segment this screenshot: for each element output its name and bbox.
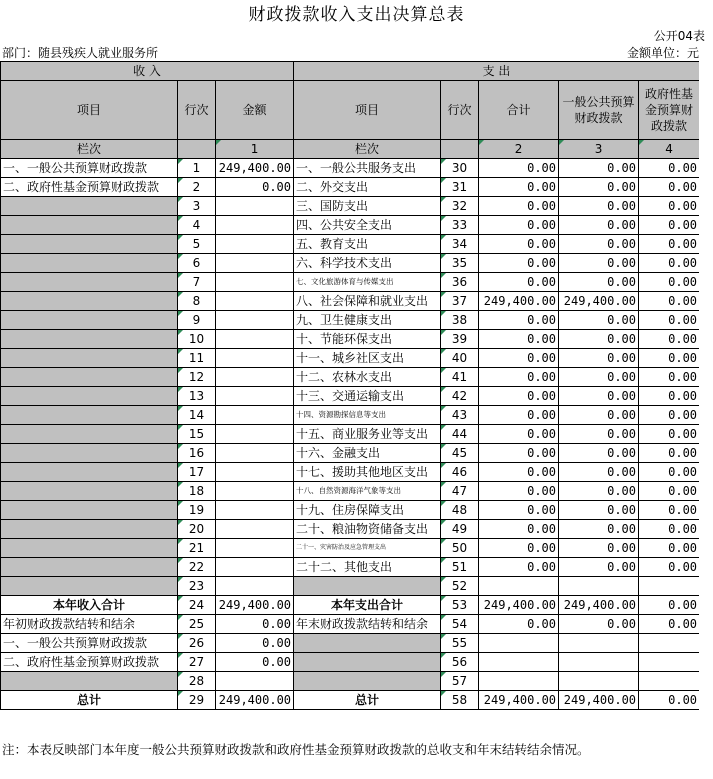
income-line-cell[interactable]: 20 <box>178 520 216 539</box>
general-budget-cell[interactable]: 0.00 <box>559 425 639 444</box>
gov-fund-cell[interactable]: 0.00 <box>639 596 700 615</box>
gov-fund-cell[interactable]: 0.00 <box>639 444 700 463</box>
expense-item-cell[interactable]: 十六、金融支出 <box>294 444 441 463</box>
income-column-label[interactable]: 栏次 <box>1 140 178 159</box>
income-item-cell[interactable] <box>1 387 178 406</box>
expense-total-cell[interactable]: 249,400.00 <box>479 596 559 615</box>
expense-total-cell[interactable]: 0.00 <box>479 501 559 520</box>
expense-line-cell[interactable]: 56 <box>441 653 479 672</box>
income-line-cell[interactable]: 29 <box>178 691 216 710</box>
expense-item-cell[interactable]: 十七、援助其他地区支出 <box>294 463 441 482</box>
income-line-cell[interactable]: 18 <box>178 482 216 501</box>
expense-total-cell[interactable]: 0.00 <box>479 254 559 273</box>
table-row <box>1 634 700 653</box>
column-number-2[interactable]: 2 <box>479 140 559 159</box>
gov-fund-cell[interactable]: 0.00 <box>639 501 700 520</box>
expense-total-cell[interactable]: 0.00 <box>479 273 559 292</box>
income-amount-cell[interactable] <box>216 406 294 425</box>
footnote: 注：本表反映部门本年度一般公共预算财政拨款和政府性基金预算财政拨款的总收支和年末结转结余情况。 <box>2 742 590 757</box>
income-item-cell[interactable] <box>1 577 178 596</box>
table-row <box>1 387 700 406</box>
expense-total-cell[interactable] <box>479 634 559 653</box>
general-budget-cell[interactable]: 0.00 <box>559 216 639 235</box>
expense-line-cell[interactable]: 37 <box>441 292 479 311</box>
income-line-cell[interactable]: 9 <box>178 311 216 330</box>
expense-total-cell[interactable]: 0.00 <box>479 368 559 387</box>
expense-line-cell[interactable]: 55 <box>441 634 479 653</box>
expense-line-cell[interactable]: 49 <box>441 520 479 539</box>
income-item-cell[interactable] <box>1 482 178 501</box>
expense-total-cell[interactable]: 0.00 <box>479 159 559 178</box>
table-row <box>1 615 700 634</box>
income-amount-cell[interactable] <box>216 463 294 482</box>
gov-fund-cell[interactable]: 0.00 <box>639 292 700 311</box>
income-item-cell[interactable] <box>1 292 178 311</box>
expense-total-cell[interactable]: 0.00 <box>479 197 559 216</box>
income-amount-cell[interactable] <box>216 254 294 273</box>
income-amount-cell[interactable]: 249,400.00 <box>216 691 294 710</box>
expense-total-cell[interactable]: 0.00 <box>479 425 559 444</box>
income-item-header[interactable]: 项目 <box>1 81 178 140</box>
gov-fund-cell[interactable]: 0.00 <box>639 615 700 634</box>
department-label: 部门：随县残疾人就业服务所 <box>2 46 159 60</box>
general-budget-cell[interactable]: 0.00 <box>559 444 639 463</box>
expense-line-cell[interactable]: 41 <box>441 368 479 387</box>
income-line-cell[interactable]: 11 <box>178 349 216 368</box>
expense-total-cell[interactable] <box>479 653 559 672</box>
expense-line-cell[interactable]: 42 <box>441 387 479 406</box>
table-row <box>1 501 700 520</box>
income-amount-cell[interactable] <box>216 520 294 539</box>
general-budget-cell[interactable]: 0.00 <box>559 387 639 406</box>
income-item-cell[interactable] <box>1 520 178 539</box>
general-budget-cell[interactable]: 249,400.00 <box>559 691 639 710</box>
expense-line-cell[interactable]: 51 <box>441 558 479 577</box>
expense-item-cell[interactable] <box>294 672 441 691</box>
budget-table <box>0 61 700 710</box>
income-line-cell[interactable]: 5 <box>178 235 216 254</box>
income-item-cell[interactable] <box>1 311 178 330</box>
income-item-cell[interactable] <box>1 444 178 463</box>
expense-line-cell[interactable]: 58 <box>441 691 479 710</box>
table-row <box>1 273 700 292</box>
expense-total-cell[interactable]: 0.00 <box>479 216 559 235</box>
income-line-cell[interactable]: 26 <box>178 634 216 653</box>
gov-fund-header[interactable]: 政府性基金预算财政拨款 <box>639 81 700 140</box>
expense-item-cell[interactable]: 二十二、其他支出 <box>294 558 441 577</box>
income-item-cell[interactable]: 二、政府性基金预算财政拨款 <box>1 653 178 672</box>
general-budget-cell[interactable]: 0.00 <box>559 520 639 539</box>
gov-fund-cell[interactable] <box>639 653 700 672</box>
gov-fund-cell[interactable]: 0.00 <box>639 311 700 330</box>
general-budget-cell[interactable] <box>559 577 639 596</box>
income-amount-cell[interactable]: 249,400.00 <box>216 159 294 178</box>
income-line-cell[interactable]: 8 <box>178 292 216 311</box>
income-amount-cell[interactable] <box>216 330 294 349</box>
gov-fund-cell[interactable]: 0.00 <box>639 197 700 216</box>
income-line-cell[interactable]: 10 <box>178 330 216 349</box>
income-line-cell[interactable]: 17 <box>178 463 216 482</box>
expense-line-cell[interactable]: 57 <box>441 672 479 691</box>
gov-fund-cell[interactable]: 0.00 <box>639 539 700 558</box>
expense-line-cell[interactable]: 43 <box>441 406 479 425</box>
gov-fund-cell[interactable]: 0.00 <box>639 273 700 292</box>
gov-fund-cell[interactable]: 0.00 <box>639 558 700 577</box>
table-row <box>1 672 700 691</box>
income-item-cell[interactable]: 本年收入合计 <box>1 596 178 615</box>
expense-line-cell[interactable]: 52 <box>441 577 479 596</box>
expense-total-cell[interactable]: 0.00 <box>479 387 559 406</box>
expense-item-cell[interactable]: 十八、自然资源海洋气象等支出 <box>294 482 441 501</box>
column-number-3[interactable]: 3 <box>559 140 639 159</box>
column-number-4[interactable]: 4 <box>639 140 700 159</box>
expense-item-cell[interactable]: 十五、商业服务业等支出 <box>294 425 441 444</box>
general-budget-cell[interactable]: 0.00 <box>559 197 639 216</box>
income-item-cell[interactable] <box>1 558 178 577</box>
expense-item-cell[interactable]: 十九、住房保障支出 <box>294 501 441 520</box>
income-line-cell[interactable]: 21 <box>178 539 216 558</box>
column-number-1[interactable]: 1 <box>216 140 294 159</box>
general-budget-cell[interactable]: 0.00 <box>559 463 639 482</box>
expense-total-header[interactable]: 合计 <box>479 81 559 140</box>
expense-total-cell[interactable]: 0.00 <box>479 406 559 425</box>
income-item-cell[interactable] <box>1 539 178 558</box>
income-amount-cell[interactable]: 0.00 <box>216 653 294 672</box>
general-budget-cell[interactable]: 0.00 <box>559 178 639 197</box>
expense-item-cell[interactable]: 八、社会保障和就业支出 <box>294 292 441 311</box>
general-budget-cell[interactable] <box>559 653 639 672</box>
expense-total-cell[interactable] <box>479 672 559 691</box>
expense-total-cell[interactable]: 0.00 <box>479 520 559 539</box>
expense-item-cell[interactable]: 十三、交通运输支出 <box>294 387 441 406</box>
income-amount-cell[interactable] <box>216 197 294 216</box>
general-budget-cell[interactable]: 0.00 <box>559 330 639 349</box>
expense-line-cell[interactable]: 38 <box>441 311 479 330</box>
expense-item-cell[interactable]: 五、教育支出 <box>294 235 441 254</box>
expense-item-cell[interactable]: 年末财政拨款结转和结余 <box>294 615 441 634</box>
income-item-cell[interactable] <box>1 425 178 444</box>
income-line-cell[interactable]: 1 <box>178 159 216 178</box>
expense-total-cell[interactable]: 0.00 <box>479 444 559 463</box>
table-row <box>1 482 700 501</box>
income-amount-cell[interactable] <box>216 425 294 444</box>
gov-fund-cell[interactable]: 0.00 <box>639 387 700 406</box>
income-line-cell[interactable]: 25 <box>178 615 216 634</box>
income-item-cell[interactable] <box>1 330 178 349</box>
expense-item-header[interactable]: 项目 <box>294 81 441 140</box>
general-budget-cell[interactable]: 0.00 <box>559 159 639 178</box>
income-line-cell[interactable]: 23 <box>178 577 216 596</box>
income-line-cell[interactable]: 27 <box>178 653 216 672</box>
gov-fund-cell[interactable]: 0.00 <box>639 178 700 197</box>
expense-total-cell[interactable]: 249,400.00 <box>479 292 559 311</box>
expense-line-cell[interactable]: 36 <box>441 273 479 292</box>
income-line-cell[interactable]: 4 <box>178 216 216 235</box>
income-item-cell[interactable] <box>1 273 178 292</box>
sheet-gutter <box>699 61 713 741</box>
income-header[interactable]: 收 入 <box>1 62 294 81</box>
income-amount-cell[interactable] <box>216 558 294 577</box>
general-budget-cell[interactable]: 0.00 <box>559 368 639 387</box>
expense-item-cell[interactable]: 七、文化旅游体育与传媒支出 <box>294 273 441 292</box>
general-budget-cell[interactable]: 0.00 <box>559 254 639 273</box>
gov-fund-cell[interactable]: 0.00 <box>639 159 700 178</box>
table-row <box>1 349 700 368</box>
gov-fund-cell[interactable]: 0.00 <box>639 330 700 349</box>
income-amount-cell[interactable]: 0.00 <box>216 615 294 634</box>
gov-fund-cell[interactable]: 0.00 <box>639 216 700 235</box>
expense-item-cell[interactable]: 本年支出合计 <box>294 596 441 615</box>
table-row <box>1 216 700 235</box>
expense-item-cell[interactable]: 二、外交支出 <box>294 178 441 197</box>
table-row <box>1 292 700 311</box>
general-budget-cell[interactable]: 0.00 <box>559 406 639 425</box>
general-budget-cell[interactable]: 0.00 <box>559 501 639 520</box>
income-item-cell[interactable] <box>1 463 178 482</box>
general-budget-cell[interactable]: 0.00 <box>559 235 639 254</box>
expense-total-cell[interactable] <box>479 577 559 596</box>
income-amount-cell[interactable] <box>216 539 294 558</box>
income-item-cell[interactable]: 年初财政拨款结转和结余 <box>1 615 178 634</box>
expense-total-cell[interactable]: 0.00 <box>479 235 559 254</box>
expense-item-cell[interactable]: 六、科学技术支出 <box>294 254 441 273</box>
table-row <box>1 406 700 425</box>
income-amount-cell[interactable] <box>216 577 294 596</box>
expense-line-cell[interactable]: 33 <box>441 216 479 235</box>
expense-line-cell[interactable]: 45 <box>441 444 479 463</box>
expense-line-cell[interactable]: 39 <box>441 330 479 349</box>
expense-item-cell[interactable] <box>294 634 441 653</box>
income-amount-cell[interactable] <box>216 292 294 311</box>
gov-fund-cell[interactable]: 0.00 <box>639 463 700 482</box>
expense-item-cell[interactable]: 十、节能环保支出 <box>294 330 441 349</box>
expense-line-cell[interactable]: 44 <box>441 425 479 444</box>
general-budget-cell[interactable]: 249,400.00 <box>559 596 639 615</box>
expense-line-cell[interactable]: 50 <box>441 539 479 558</box>
expense-item-cell[interactable]: 一、一般公共服务支出 <box>294 159 441 178</box>
income-item-cell[interactable]: 一、一般公共预算财政拨款 <box>1 634 178 653</box>
table-row <box>1 254 700 273</box>
general-budget-cell[interactable]: 0.00 <box>559 558 639 577</box>
expense-line-cell[interactable]: 53 <box>441 596 479 615</box>
expense-item-cell[interactable]: 十四、资源勘探信息等支出 <box>294 406 441 425</box>
income-amount-cell[interactable] <box>216 349 294 368</box>
income-amount-cell[interactable] <box>216 311 294 330</box>
income-amount-cell[interactable] <box>216 216 294 235</box>
gov-fund-cell[interactable]: 0.00 <box>639 406 700 425</box>
income-line-cell[interactable]: 12 <box>178 368 216 387</box>
income-column-line[interactable] <box>178 140 216 159</box>
income-amount-cell[interactable]: 249,400.00 <box>216 596 294 615</box>
gov-fund-cell[interactable] <box>639 577 700 596</box>
income-item-cell[interactable] <box>1 197 178 216</box>
expense-total-cell[interactable]: 0.00 <box>479 330 559 349</box>
income-line-cell[interactable]: 13 <box>178 387 216 406</box>
income-line-cell[interactable]: 22 <box>178 558 216 577</box>
income-item-cell[interactable] <box>1 368 178 387</box>
general-budget-header[interactable]: 一般公共预算财政拨款 <box>559 81 639 140</box>
expense-total-cell[interactable]: 0.00 <box>479 311 559 330</box>
expense-item-cell[interactable]: 九、卫生健康支出 <box>294 311 441 330</box>
expense-total-cell[interactable]: 0.00 <box>479 539 559 558</box>
income-item-cell[interactable]: 一、一般公共预算财政拨款 <box>1 159 178 178</box>
table-row <box>1 235 700 254</box>
gov-fund-cell[interactable]: 0.00 <box>639 691 700 710</box>
expense-line-cell[interactable]: 46 <box>441 463 479 482</box>
income-line-cell[interactable]: 19 <box>178 501 216 520</box>
expense-line-cell[interactable]: 47 <box>441 482 479 501</box>
expense-line-cell[interactable]: 48 <box>441 501 479 520</box>
income-item-cell[interactable] <box>1 501 178 520</box>
gov-fund-cell[interactable]: 0.00 <box>639 520 700 539</box>
income-item-cell[interactable]: 二、政府性基金预算财政拨款 <box>1 178 178 197</box>
gov-fund-cell[interactable]: 0.00 <box>639 425 700 444</box>
expense-total-cell[interactable]: 0.00 <box>479 178 559 197</box>
table-row <box>1 368 700 387</box>
form-code: 公开04表 <box>653 29 705 43</box>
income-line-cell[interactable]: 7 <box>178 273 216 292</box>
expense-line-cell[interactable]: 31 <box>441 178 479 197</box>
expense-line-cell[interactable]: 35 <box>441 254 479 273</box>
income-amount-cell[interactable] <box>216 444 294 463</box>
expense-item-cell[interactable]: 三、国防支出 <box>294 197 441 216</box>
income-item-cell[interactable] <box>1 235 178 254</box>
gov-fund-cell[interactable]: 0.00 <box>639 368 700 387</box>
income-line-cell[interactable]: 15 <box>178 425 216 444</box>
expense-column-label[interactable]: 栏次 <box>294 140 441 159</box>
table-row <box>1 691 700 710</box>
income-line-cell[interactable]: 2 <box>178 178 216 197</box>
income-amount-cell[interactable] <box>216 672 294 691</box>
expense-item-cell[interactable]: 二十、粮油物资储备支出 <box>294 520 441 539</box>
expense-total-cell[interactable]: 0.00 <box>479 349 559 368</box>
expense-total-cell[interactable]: 0.00 <box>479 615 559 634</box>
expense-item-cell[interactable]: 四、公共安全支出 <box>294 216 441 235</box>
table-row <box>1 539 700 558</box>
expense-item-cell[interactable] <box>294 577 441 596</box>
general-budget-cell[interactable]: 249,400.00 <box>559 292 639 311</box>
general-budget-cell[interactable]: 0.00 <box>559 482 639 501</box>
expense-line-cell[interactable]: 32 <box>441 197 479 216</box>
general-budget-cell[interactable]: 0.00 <box>559 311 639 330</box>
income-line-cell[interactable]: 16 <box>178 444 216 463</box>
expense-total-cell[interactable]: 0.00 <box>479 482 559 501</box>
page-title: 财政拨款收入支出决算总表 <box>248 5 465 25</box>
expense-total-cell[interactable]: 0.00 <box>479 558 559 577</box>
table-row <box>1 159 700 178</box>
expense-line-cell[interactable]: 54 <box>441 615 479 634</box>
unit-label: 金额单位：元 <box>626 46 699 60</box>
income-line-cell[interactable]: 14 <box>178 406 216 425</box>
income-item-cell[interactable] <box>1 672 178 691</box>
expense-line-cell[interactable]: 40 <box>441 349 479 368</box>
general-budget-cell[interactable] <box>559 672 639 691</box>
income-line-header[interactable]: 行次 <box>178 81 216 140</box>
income-amount-cell[interactable] <box>216 273 294 292</box>
income-amount-cell[interactable] <box>216 235 294 254</box>
gov-fund-cell[interactable] <box>639 672 700 691</box>
income-amount-cell[interactable]: 0.00 <box>216 634 294 653</box>
table-row <box>1 178 700 197</box>
gov-fund-cell[interactable]: 0.00 <box>639 482 700 501</box>
table-row <box>1 463 700 482</box>
expense-total-cell[interactable]: 0.00 <box>479 463 559 482</box>
expense-item-cell[interactable]: 总计 <box>294 691 441 710</box>
gov-fund-cell[interactable]: 0.00 <box>639 235 700 254</box>
table-row <box>1 444 700 463</box>
income-item-cell[interactable] <box>1 406 178 425</box>
table-row <box>1 596 700 615</box>
table-row <box>1 577 700 596</box>
expense-line-cell[interactable]: 34 <box>441 235 479 254</box>
expense-line-header[interactable]: 行次 <box>441 81 479 140</box>
general-budget-cell[interactable] <box>559 634 639 653</box>
expense-item-cell[interactable]: 二十一、灾害防治及应急管理支出 <box>294 539 441 558</box>
income-amount-cell[interactable] <box>216 482 294 501</box>
income-line-cell[interactable]: 3 <box>178 197 216 216</box>
general-budget-cell[interactable]: 0.00 <box>559 349 639 368</box>
gov-fund-cell[interactable]: 0.00 <box>639 349 700 368</box>
income-item-cell[interactable] <box>1 216 178 235</box>
income-line-cell[interactable]: 6 <box>178 254 216 273</box>
general-budget-cell[interactable]: 0.00 <box>559 273 639 292</box>
income-amount-cell[interactable] <box>216 501 294 520</box>
expense-item-cell[interactable]: 十二、农林水支出 <box>294 368 441 387</box>
expense-column-line[interactable] <box>441 140 479 159</box>
income-item-cell[interactable] <box>1 349 178 368</box>
income-line-cell[interactable]: 28 <box>178 672 216 691</box>
expense-item-cell[interactable] <box>294 653 441 672</box>
gov-fund-cell[interactable] <box>639 634 700 653</box>
table-row <box>1 197 700 216</box>
table-row <box>1 311 700 330</box>
table-row <box>1 653 700 672</box>
table-row <box>1 425 700 444</box>
expense-total-cell[interactable]: 249,400.00 <box>479 691 559 710</box>
income-amount-cell[interactable] <box>216 387 294 406</box>
income-line-cell[interactable]: 24 <box>178 596 216 615</box>
income-amount-header[interactable]: 金额 <box>216 81 294 140</box>
income-amount-cell[interactable]: 0.00 <box>216 178 294 197</box>
income-item-cell[interactable]: 总计 <box>1 691 178 710</box>
expense-line-cell[interactable]: 30 <box>441 159 479 178</box>
income-amount-cell[interactable] <box>216 368 294 387</box>
expense-header[interactable]: 支 出 <box>294 62 700 81</box>
general-budget-cell[interactable]: 0.00 <box>559 539 639 558</box>
table-row <box>1 330 700 349</box>
gov-fund-cell[interactable]: 0.00 <box>639 254 700 273</box>
expense-item-cell[interactable]: 十一、城乡社区支出 <box>294 349 441 368</box>
general-budget-cell[interactable]: 0.00 <box>559 615 639 634</box>
table-row <box>1 520 700 539</box>
income-item-cell[interactable] <box>1 254 178 273</box>
table-row <box>1 558 700 577</box>
